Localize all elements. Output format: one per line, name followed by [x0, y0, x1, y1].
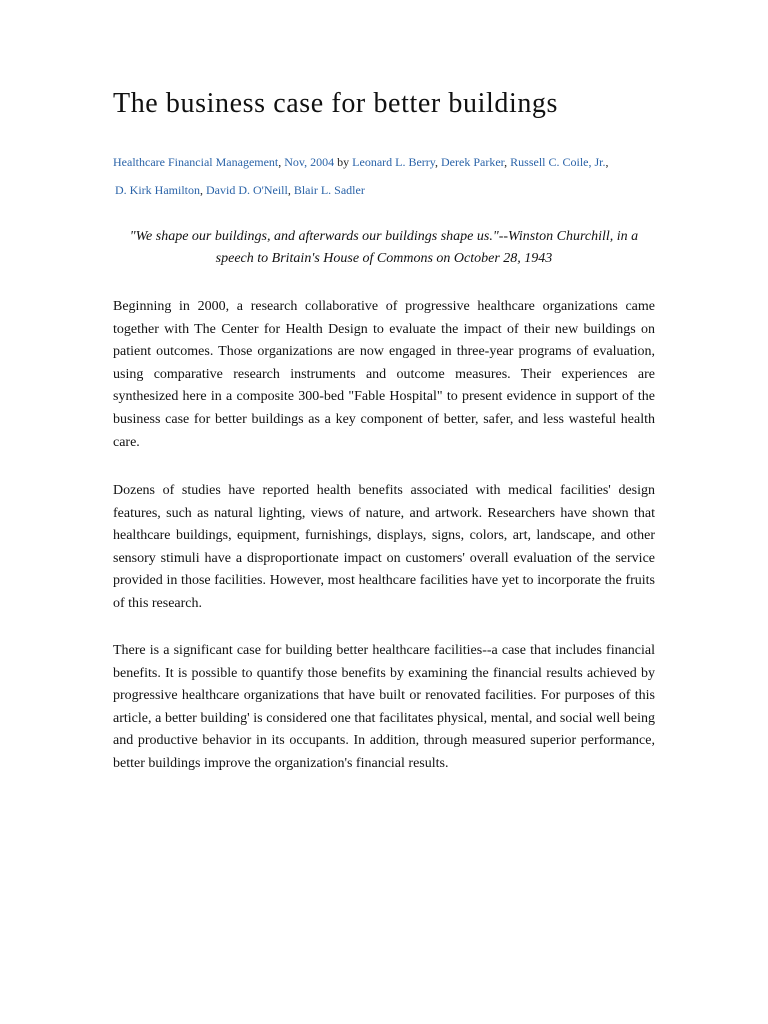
- byline-separator: ,: [605, 155, 609, 169]
- article-title: The business case for better buildings: [113, 88, 559, 119]
- byline-by: by: [334, 155, 353, 169]
- byline-separator: ,: [200, 183, 206, 197]
- author-link[interactable]: Russell C. Coile, Jr.: [510, 155, 606, 169]
- body-paragraph: Dozens of studies have reported health benefits associated with medical facilities' design features, such as natural lighting, views of nature, and artwork. Researchers have shown that healthcare buildings, equipment, furnishings, displays, signs, colors, art, landscape, and other sensory stimuli have a disproportionate impact on customers' overall evaluation of the service provided in those facilities. However, most healthcare facilities have yet to incorporate the fruits of this research.: [113, 483, 655, 611]
- byline-separator: ,: [435, 155, 442, 169]
- author-link[interactable]: Blair L. Sadler: [293, 183, 365, 197]
- byline-separator: ,: [278, 155, 285, 169]
- byline-line-2: [115, 183, 365, 198]
- byline-separator: ,: [287, 183, 294, 197]
- publication-link[interactable]: Healthcare Financial Management: [113, 155, 279, 169]
- date-link[interactable]: Nov, 2004: [284, 155, 335, 169]
- author-link[interactable]: Derek Parker: [441, 155, 505, 169]
- author-link[interactable]: Leonard L. Berry: [352, 155, 436, 169]
- epigraph-quote: "We shape our buildings, and afterwards our buildings shape us."--Winston Churchill, in a speech to Britain's House of Commons on October 28, 1943: [129, 229, 639, 266]
- byline-separator: ,: [504, 155, 511, 169]
- byline-line-1: [113, 155, 609, 170]
- author-link[interactable]: David D. O'Neill: [206, 183, 288, 197]
- body-paragraph: There is a significant case for building better healthcare facilities--a case that includes financial benefits. It is possible to quantify those benefits by examining the financial results achieved by progressive healthcare organizations that have built or renovated facilities. For purposes of this article, a better building' is considered one that facilitates physical, mental, and social well being and productive behavior in its occupants. In addition, through measured superior performance, better buildings improve the organization's financial results.: [113, 643, 655, 771]
- author-link[interactable]: D. Kirk Hamilton: [115, 183, 200, 197]
- body-paragraph: Beginning in 2000, a research collaborative of progressive healthcare organizations came together with The Center for Health Design to evaluate the impact of their new buildings on patient outcomes. Those organizations are now engaged in three-year programs of evaluation, using comparative research instruments and outcome measures. Their experiences are synthesized here in a composite 300-bed "Fable Hospital" to present evidence in support of the business case for better buildings as a key component of better, safer, and less wasteful health care.: [113, 299, 655, 450]
